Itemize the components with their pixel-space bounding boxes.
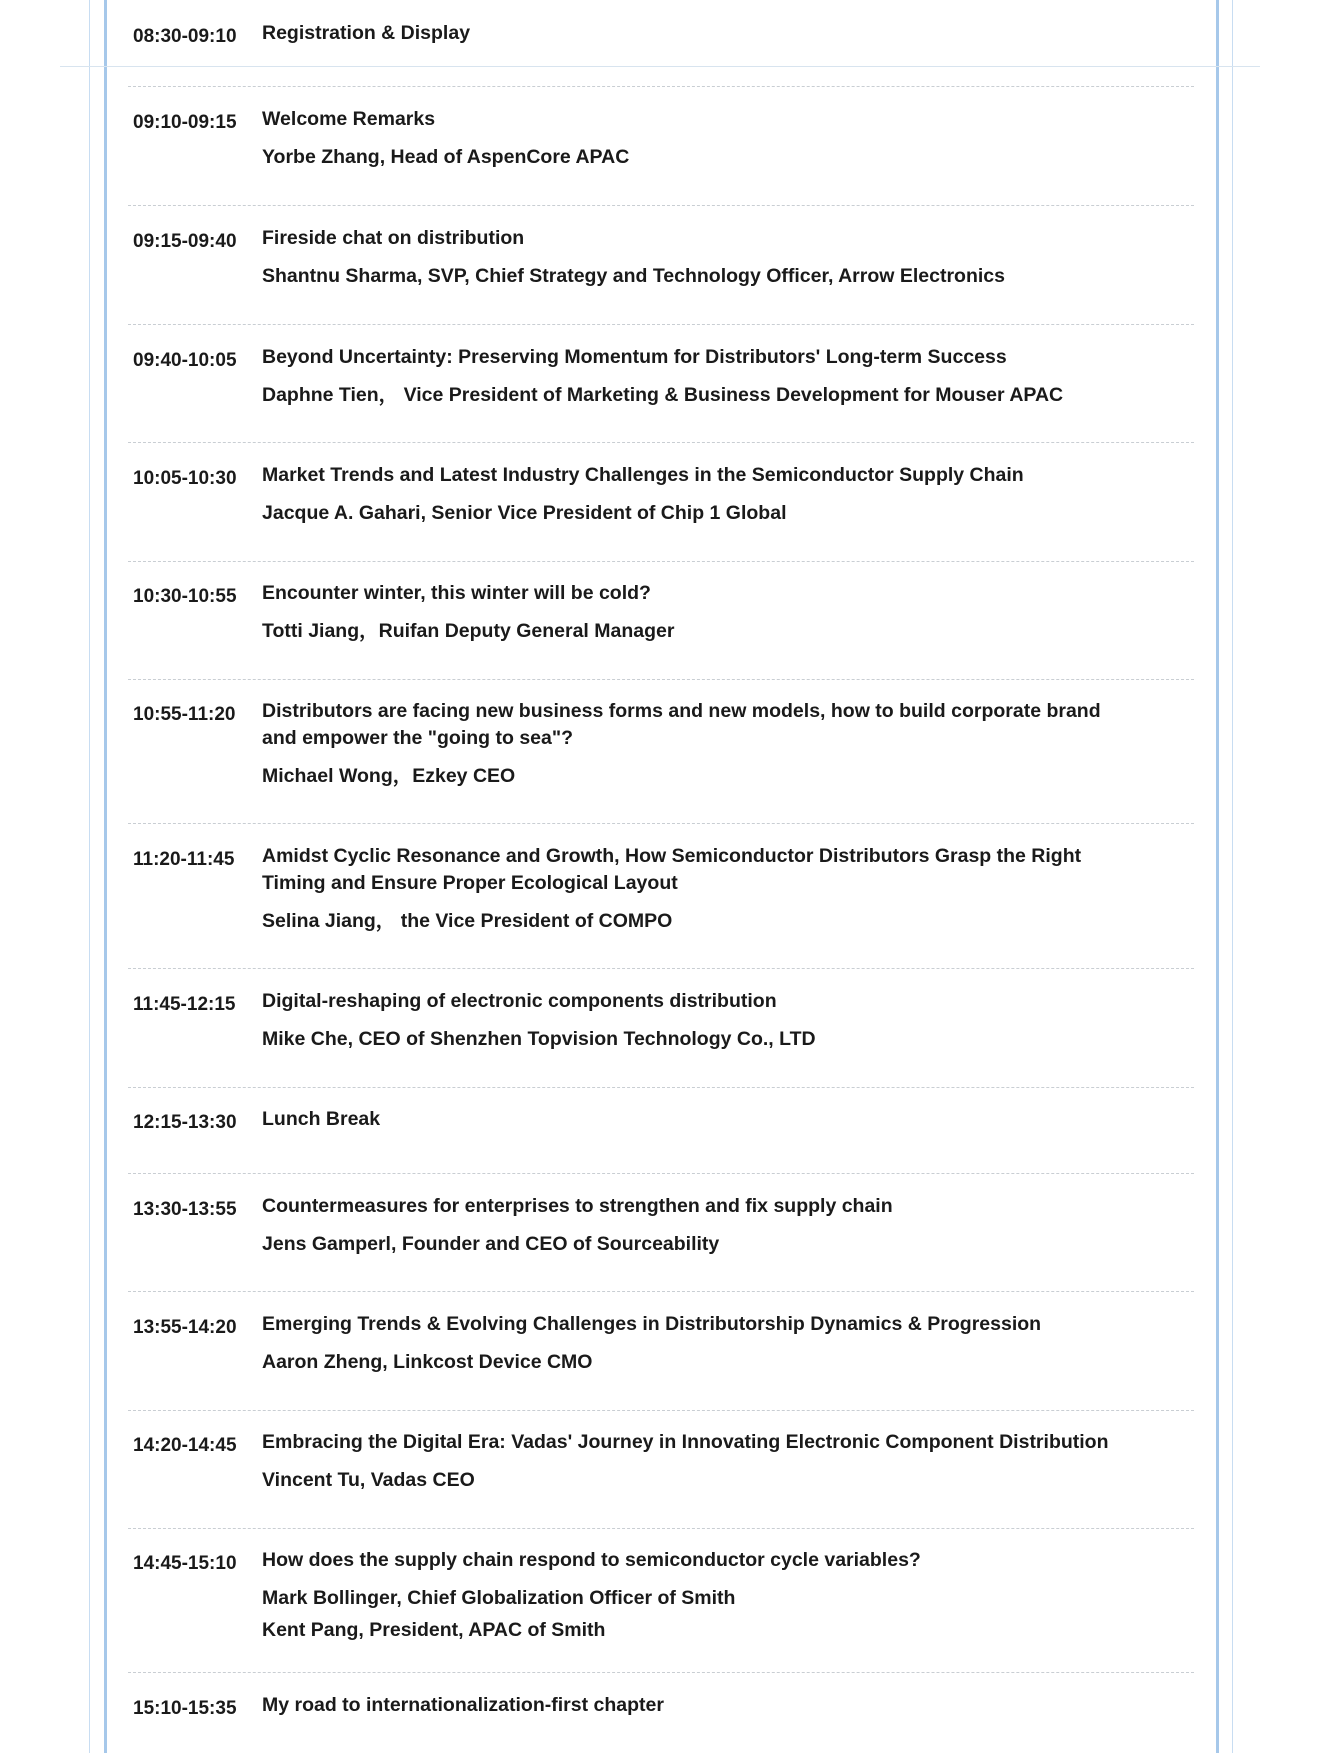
session-speaker: Shantnu Sharma, SVP, Chief Strategy and Technology Officer, Arrow Electronics [262, 265, 1005, 287]
session-time: 11:20-11:45 [133, 849, 235, 870]
session-speaker: Mark Bollinger, Chief Globalization Officer of Smith [262, 1587, 736, 1609]
session-time: 12:15-13:30 [133, 1112, 237, 1133]
session-title: Welcome Remarks [262, 108, 436, 130]
session-speaker: Aaron Zheng, Linkcost Device CMO [262, 1351, 593, 1373]
session-time: 09:40-10:05 [133, 350, 237, 371]
row-divider [128, 1087, 1194, 1088]
session-title: Emerging Trends & Evolving Challenges in Distributorship Dynamics & Progression [262, 1313, 1042, 1335]
row-divider [128, 968, 1194, 969]
session-title: Distributors are facing new business forms and new models, how to build corporate brand and empower the "going to sea"? [262, 700, 1101, 749]
session-time: 13:30-13:55 [133, 1199, 237, 1220]
session-time: 14:45-15:10 [133, 1553, 237, 1574]
header-rule [60, 66, 1260, 67]
session-time: 09:10-09:15 [133, 112, 237, 133]
session-time: 13:55-14:20 [133, 1317, 237, 1338]
session-title: Registration & Display [262, 22, 471, 44]
session-title: Beyond Uncertainty: Preserving Momentum for Distributors' Long-term Success [262, 346, 1007, 368]
session-title: Fireside chat on distribution [262, 227, 525, 249]
session-speaker: Yorbe Zhang, Head of AspenCore APAC [262, 146, 630, 168]
session-time: 10:55-11:20 [133, 704, 236, 725]
session-time: 11:45-12:15 [133, 994, 236, 1015]
row-divider [128, 86, 1194, 87]
session-time: 15:10-15:35 [133, 1698, 237, 1719]
page-border-left-outer [89, 0, 90, 1753]
session-title: Digital-reshaping of electronic components distribution [262, 990, 777, 1012]
session-title: Lunch Break [262, 1108, 381, 1130]
row-divider [128, 1173, 1194, 1174]
row-divider [128, 205, 1194, 206]
session-title: Embracing the Digital Era: Vadas' Journey in Innovating Electronic Component Distribution [262, 1431, 1109, 1453]
session-speaker: Jacque A. Gahari, Senior Vice President of Chip 1 Global [262, 502, 787, 524]
session-title: Encounter winter, this winter will be cold? [262, 582, 651, 604]
row-divider [128, 823, 1194, 824]
session-speaker: Daphne Tien， Vice President of Marketing & Business Development for Mouser APAC [262, 384, 1064, 406]
row-divider [128, 324, 1194, 325]
row-divider [128, 1291, 1194, 1292]
session-speaker: Mike Che, CEO of Shenzhen Topvision Technology Co., LTD [262, 1028, 816, 1050]
session-speaker: Vincent Tu, Vadas CEO [262, 1469, 475, 1491]
row-divider [128, 679, 1194, 680]
row-divider [128, 1672, 1194, 1673]
session-speaker: Kent Pang, President, APAC of Smith [262, 1619, 606, 1641]
session-title: Amidst Cyclic Resonance and Growth, How Semiconductor Distributors Grasp the Right Timing and Ensure Proper Ecological Layout [262, 845, 1082, 894]
session-time: 14:20-14:45 [133, 1435, 237, 1456]
session-time: 10:30-10:55 [133, 586, 237, 607]
session-title: Market Trends and Latest Industry Challenges in the Semiconductor Supply Chain [262, 464, 1024, 486]
session-speaker: Michael Wong，Ezkey CEO [262, 765, 516, 787]
session-speaker: Selina Jiang， the Vice President of COMPO [262, 910, 673, 932]
session-title: My road to internationalization-first chapter [262, 1694, 664, 1716]
session-title: Countermeasures for enterprises to strengthen and fix supply chain [262, 1195, 893, 1217]
session-title: How does the supply chain respond to semiconductor cycle variables? [262, 1549, 921, 1571]
page-border-left-inner [104, 0, 107, 1753]
session-time: 10:05-10:30 [133, 468, 237, 489]
row-divider [128, 1410, 1194, 1411]
row-divider [128, 442, 1194, 443]
session-speaker: Jens Gamperl, Founder and CEO of Sourceability [262, 1233, 720, 1255]
session-time: 09:15-09:40 [133, 231, 237, 252]
row-divider [128, 561, 1194, 562]
row-divider [128, 1528, 1194, 1529]
session-time: 08:30-09:10 [133, 26, 237, 47]
session-speaker: Totti Jiang，Ruifan Deputy General Manager [262, 620, 675, 642]
